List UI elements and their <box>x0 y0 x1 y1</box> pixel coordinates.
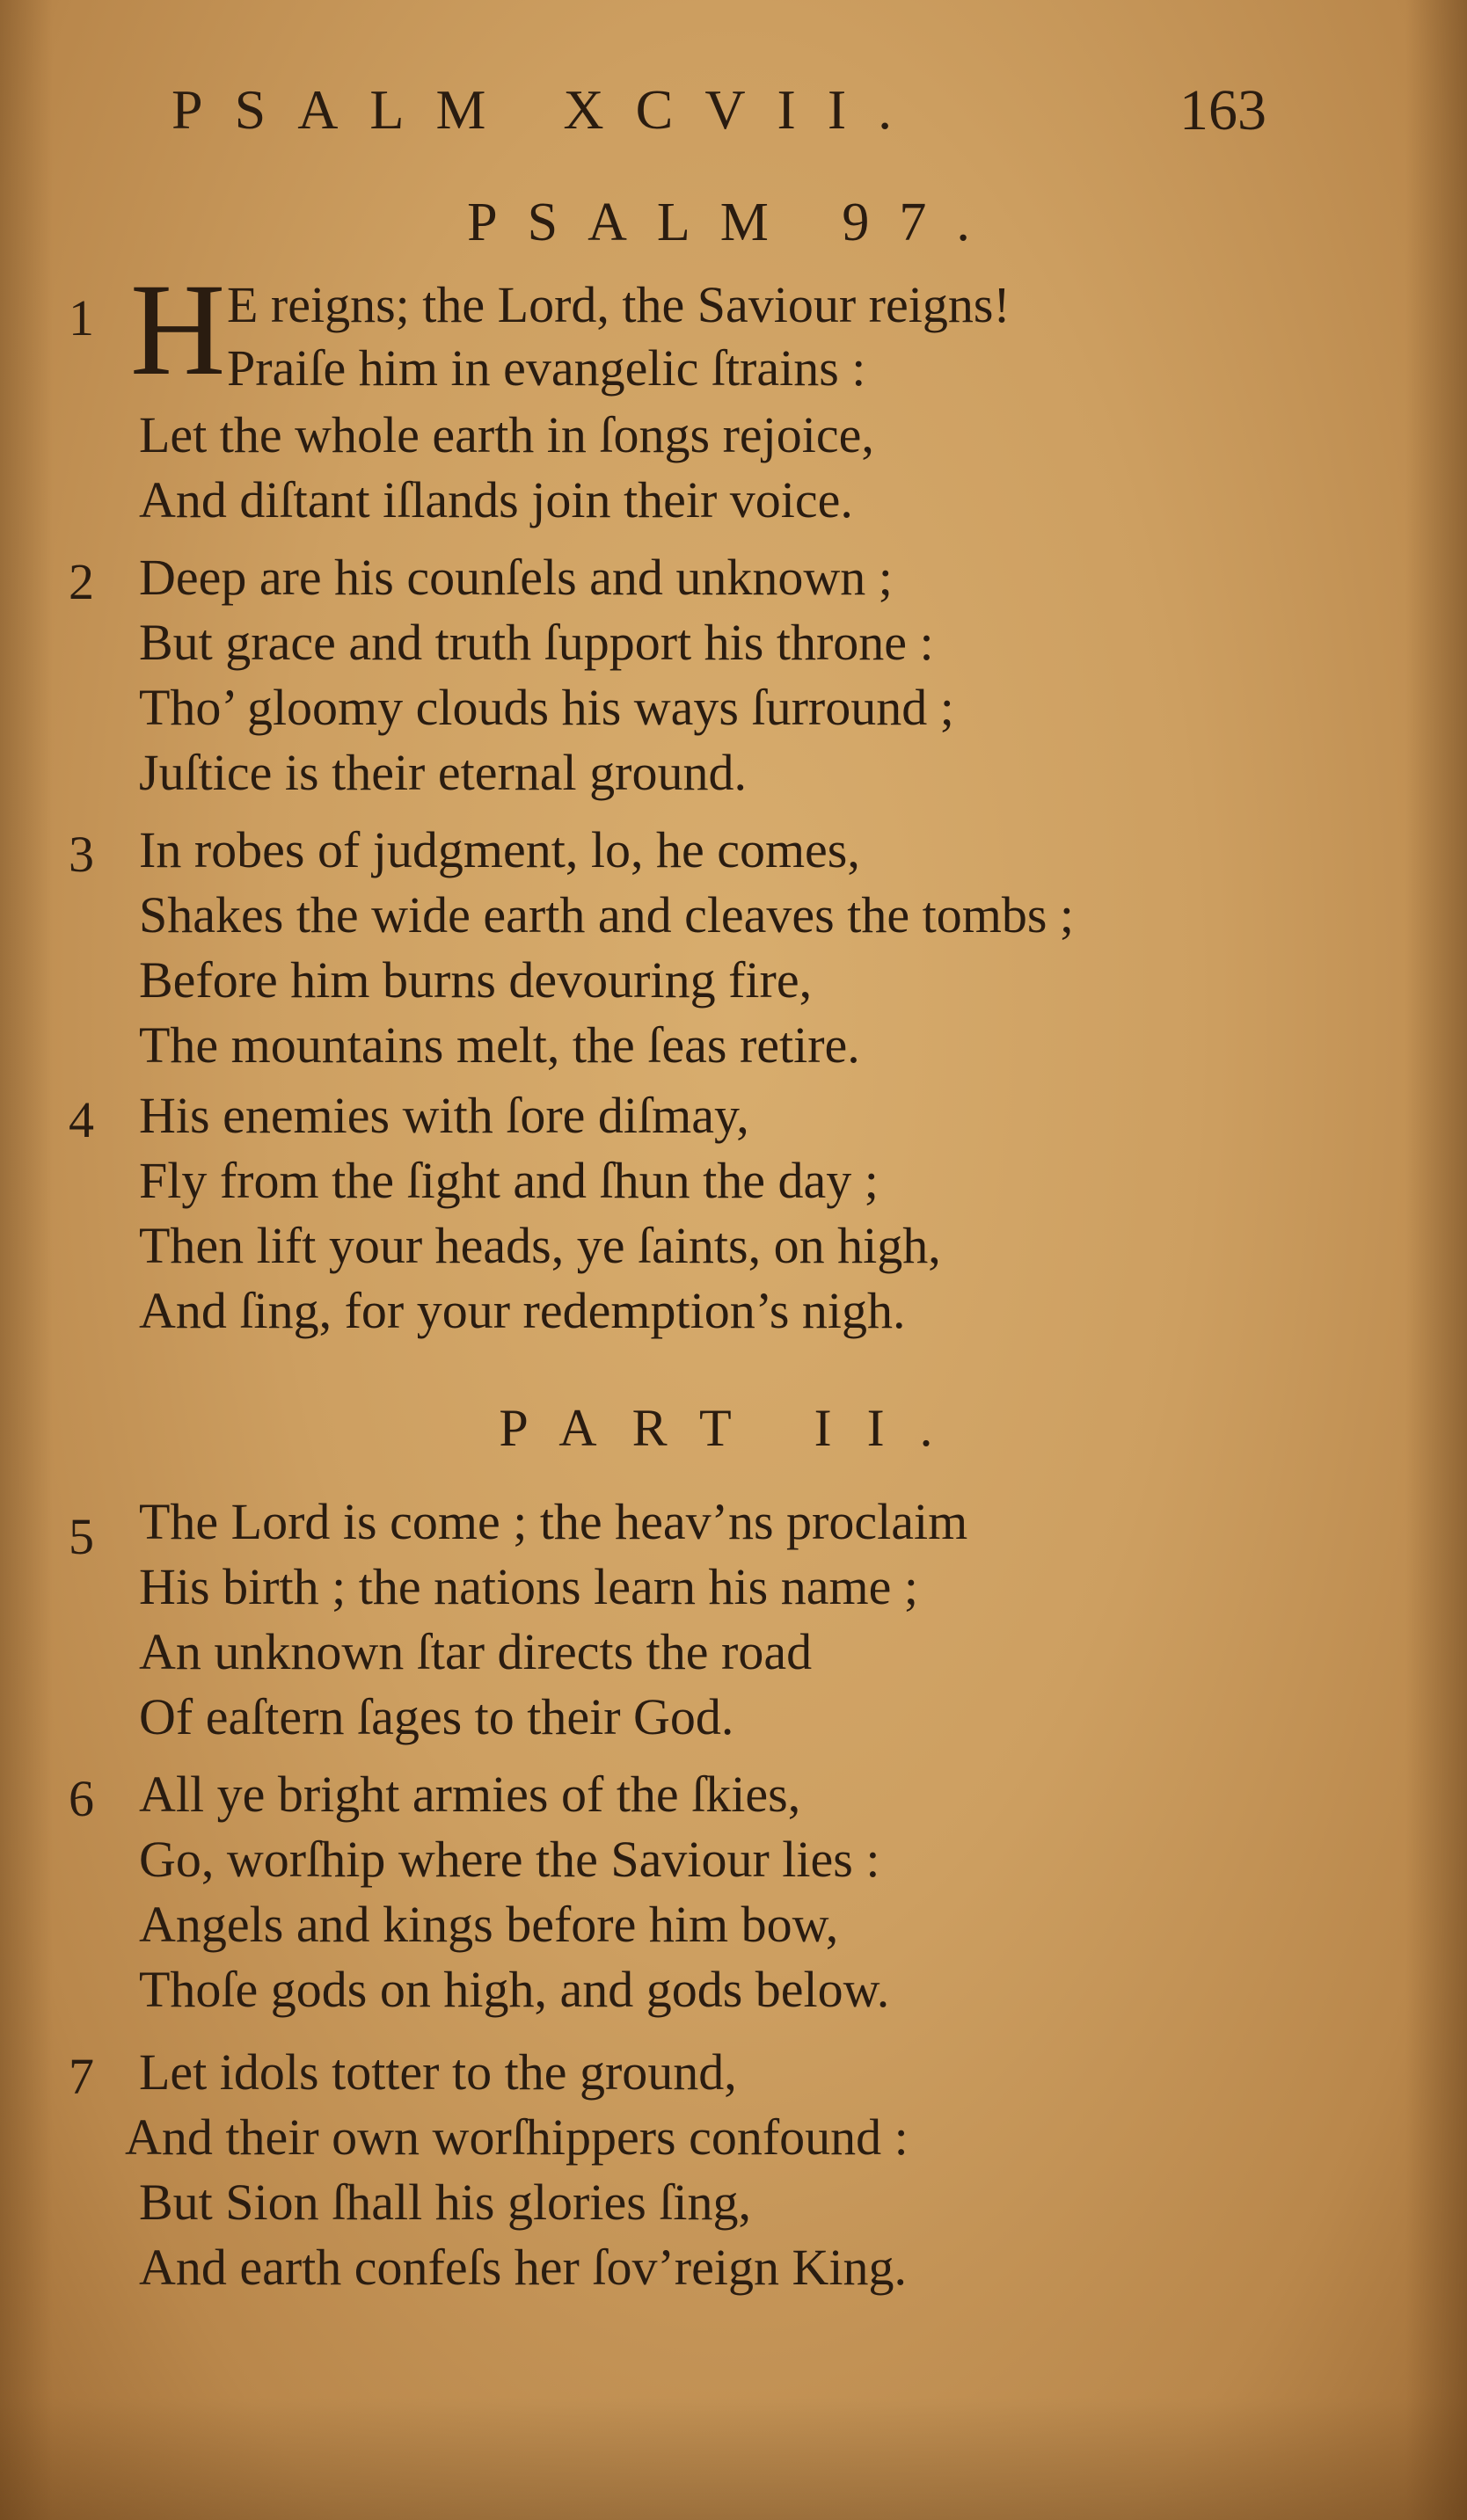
verse-line: Before him burns devouring fire, <box>139 951 813 1009</box>
drop-cap: H <box>130 257 226 403</box>
page-edge-shadow-bottom <box>0 2397 1467 2520</box>
verse-line: Go, worſhip where the Saviour lies : <box>139 1831 880 1888</box>
verse-line: And ſing, for your redemption’s nigh. <box>139 1282 906 1339</box>
verse-line: His enemies with ſore diſmay, <box>139 1087 749 1144</box>
part-title: PART II. <box>499 1399 968 1457</box>
verse-number: 1 <box>69 289 94 346</box>
verse-line: Juſtice is their eternal ground. <box>139 744 747 801</box>
page-edge-shadow-right <box>1405 0 1467 2520</box>
verse-line: And their own worſhippers confound : <box>125 2108 909 2166</box>
verse-line: Shakes the wide earth and cleaves the tombs ; <box>139 886 1075 943</box>
verse-line: Angels and kings before him bow, <box>139 1896 839 1953</box>
verse-line: Then lift your heads, ye ſaints, on high, <box>139 1217 941 1274</box>
verse-line: And earth confeſs her ſov’reign King. <box>139 2239 907 2296</box>
running-title: PSALM XCVII. <box>172 78 924 141</box>
verse-line: Let the whole earth in ſongs rejoice, <box>139 406 874 463</box>
page-header <box>0 77 1467 165</box>
verse-line: Let idols totter to the ground, <box>139 2043 737 2101</box>
verse-line: Praiſe him in evangelic ſtrains : <box>227 339 866 397</box>
verse-line: Thoſe gods on high, and gods below. <box>139 1961 890 2018</box>
verse-line: But Sion ſhall his glories ſing, <box>139 2174 752 2231</box>
verse-number: 6 <box>69 1770 94 1827</box>
verse-number: 7 <box>69 2048 94 2105</box>
verse-line: Fly from the ſight and ſhun the day ; <box>139 1152 879 1209</box>
verse-number: 3 <box>69 826 94 883</box>
verse-line: But grace and truth ſupport his throne : <box>139 614 934 671</box>
verse-line: E reigns; the Lord, the Saviour reigns! <box>227 276 1011 333</box>
verse-line: His birth ; the nations learn his name ; <box>139 1558 918 1615</box>
verse-line: And diſtant iſlands join their voice. <box>139 471 853 528</box>
page-number: 163 <box>1179 78 1266 142</box>
verse-number: 2 <box>69 553 94 610</box>
verse-line: Tho’ gloomy clouds his ways ſurround ; <box>139 679 954 736</box>
verse-number: 5 <box>69 1508 94 1565</box>
verse-line: The mountains melt, the ſeas retire. <box>139 1016 860 1074</box>
verse-line: All ye bright armies of the ſkies, <box>139 1766 801 1823</box>
verse-line: Of eaſtern ſages to their God. <box>139 1688 734 1745</box>
verse-number: 4 <box>69 1091 94 1148</box>
verse-line: An unknown ſtar directs the road <box>139 1623 813 1680</box>
verse-line: The Lord is come ; the heav’ns proclaim <box>139 1493 968 1550</box>
psalm-title: PSALM 97. <box>467 193 1000 252</box>
page-edge-shadow-left <box>0 0 53 2520</box>
verse-line: Deep are his counſels and unknown ; <box>139 549 893 606</box>
verse-line: In robes of judgment, lo, he comes, <box>139 821 860 878</box>
